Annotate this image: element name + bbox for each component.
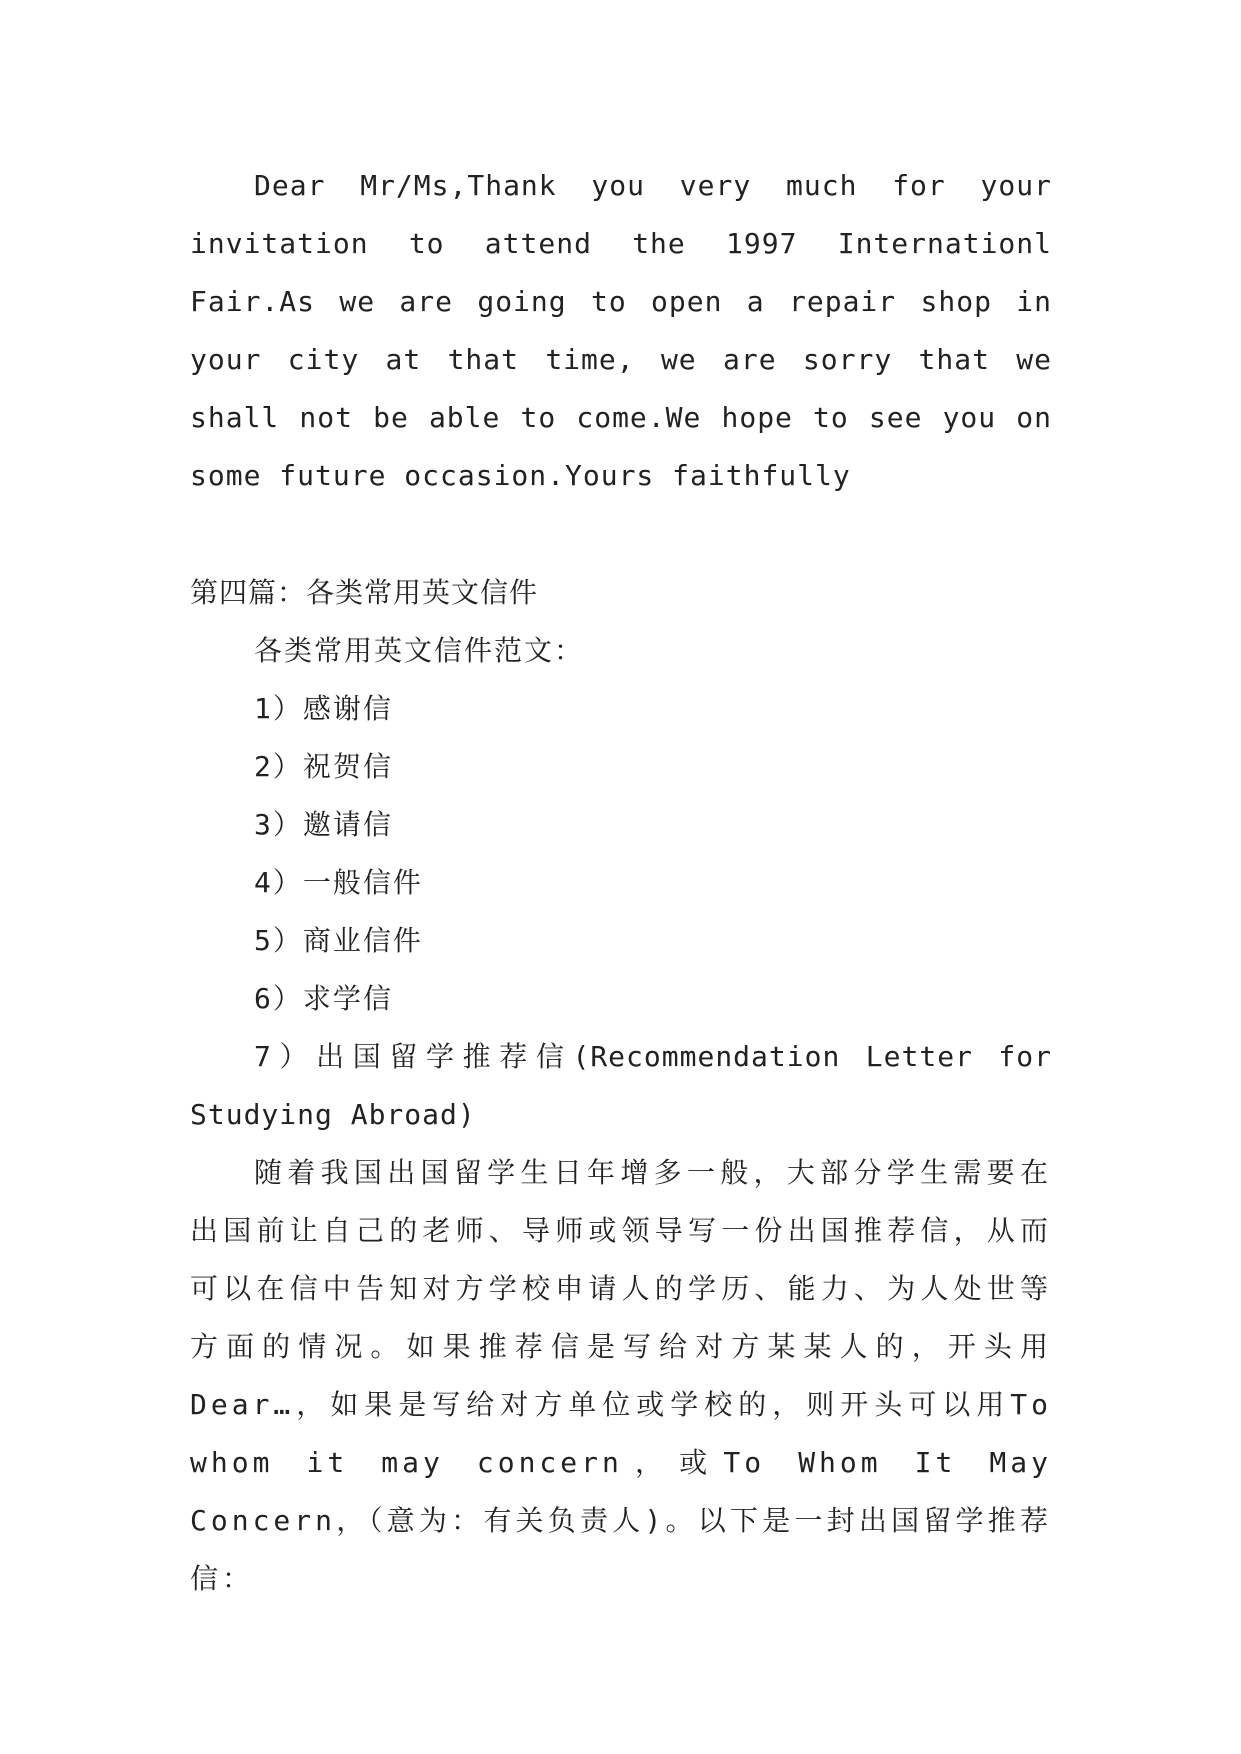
- list-item-seven: 7）出国留学推荐信(Recommendation Letter for Studying Abroad): [190, 1040, 1052, 1131]
- intro-line: 各类常用英文信件范文：: [254, 634, 585, 667]
- letter-type-list: [254, 622, 584, 1028]
- list-item: 1）感谢信: [254, 692, 393, 725]
- list-item: 6）求学信: [254, 982, 393, 1015]
- list-item: 5）商业信件: [254, 924, 423, 957]
- letter-paragraph: Dear Mr/Ms,Thank you very much for your invitation to attend the 1997 Internationl Fair.As we are going to open a repair shop in your city at that time, we are sorry that we shall not be able to come.We hope to see you on some future occasion.Yours faithfully: [190, 169, 1052, 492]
- list-item: 2）祝贺信: [254, 750, 393, 783]
- list-item: 3）邀请信: [254, 808, 393, 841]
- section-heading: 第四篇：各类常用英文信件: [190, 576, 539, 609]
- body-paragraph: 随着我国出国留学生日年增多一般，大部分学生需要在出国前让自己的老师、导师或领导写一份出国推荐信，从而可以在信中告知对方学校申请人的学历、能力、为人处世等方面的情况。如果推荐信是写给对方某某人的，开头用Dear…，如果是写给对方单位或学校的，则开头可以用To whom it may concern，或To Whom It May Concern，（意为：有关负责人)。以下是一封出国留学推荐信：: [190, 1156, 1052, 1595]
- list-item: 4）一般信件: [254, 866, 423, 899]
